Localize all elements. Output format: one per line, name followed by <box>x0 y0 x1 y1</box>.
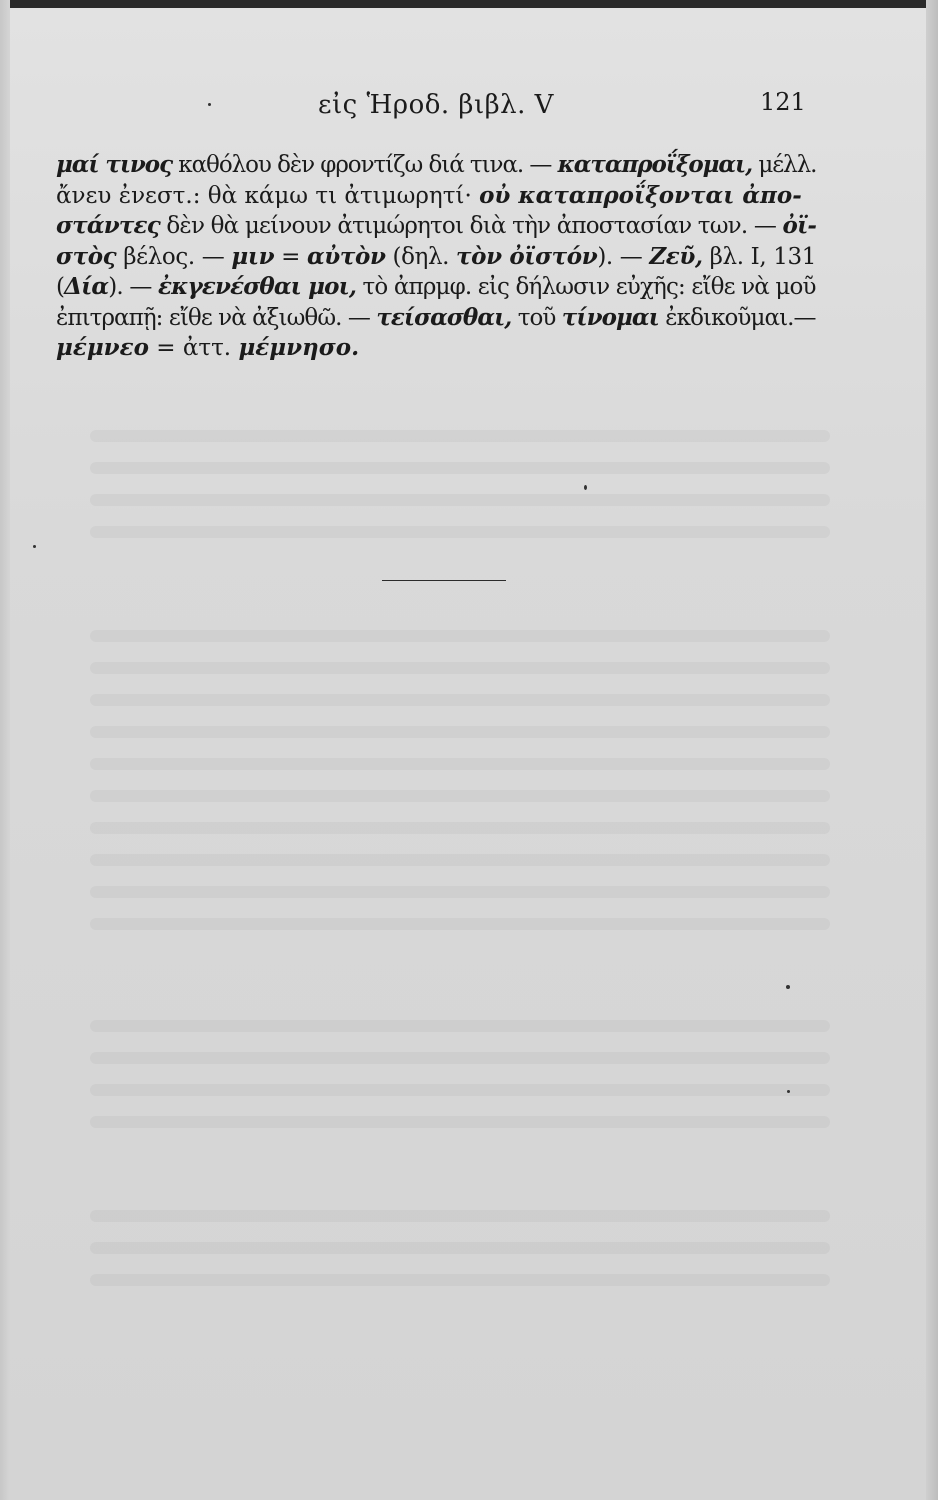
text-run: καθόλου δὲν φροντίζω διά τινα. — <box>172 152 558 178</box>
bleed-through-line <box>90 694 830 706</box>
text-run: βέλος. — <box>116 243 232 270</box>
dust-speck <box>584 485 587 490</box>
text-run: τίνομαι <box>561 303 659 331</box>
bleed-through-line <box>90 630 830 642</box>
dust-speck <box>33 545 36 548</box>
bleed-through-line <box>90 430 830 442</box>
bleed-through-line <box>90 918 830 930</box>
text-run: αὐτὸν <box>306 242 386 270</box>
text-run: ἄνευ ἐνεστ.: θὰ κάμω τι ἀτιμωρητί· <box>56 182 480 209</box>
text-run: Δία <box>64 273 109 300</box>
dust-speck <box>786 985 790 989</box>
text-run: δὲν θὰ μείνουν ἀτιμώρητοι διὰ τὴν ἀποστασίαν των. — <box>159 213 783 239</box>
section-divider <box>382 580 506 581</box>
bleed-through-line <box>90 1052 830 1064</box>
text-line <box>56 272 816 303</box>
text-run: μαί τινος <box>56 151 173 178</box>
dust-speck <box>787 1090 790 1093</box>
scan-right-edge <box>926 0 938 1500</box>
text-line <box>56 242 816 273</box>
text-run: ἐπιτραπῇ: εἴθε νὰ ἀξιωθῶ. — <box>56 304 377 331</box>
text-run: μέλλ. <box>752 152 817 178</box>
text-run: ( <box>56 274 65 300</box>
text-line <box>56 211 816 242</box>
bleed-through-line <box>90 462 830 474</box>
text-run: τὸ ἀπρμφ. εἰς δήλωσιν εὐχῆς: εἴθε νὰ μοῦ <box>356 274 816 300</box>
text-run: τὸν ὀϊστόν <box>456 242 598 270</box>
text-run: μέμνησο. <box>238 334 360 361</box>
text-run: βλ. I, 131 <box>702 243 816 270</box>
bleed-through-line <box>90 758 830 770</box>
text-run: οὐ καταπροΐξονται ἀπο- <box>479 181 802 209</box>
text-run: καταπροΐξομαι, <box>557 151 753 178</box>
page-number: 121 <box>760 88 806 116</box>
scan-left-edge <box>0 0 10 1500</box>
text-run: ). — <box>597 243 650 270</box>
bleed-through-line <box>90 854 830 866</box>
text-line <box>56 303 816 334</box>
text-run: μέμνεο <box>56 334 149 361</box>
text-line <box>56 150 816 181</box>
text-run: Ζεῦ, <box>649 242 703 270</box>
bleed-through-line <box>90 886 830 898</box>
text-run: στὸς <box>56 242 117 270</box>
text-run: τείσασθαι, <box>376 303 512 331</box>
bleed-through-line <box>90 790 830 802</box>
text-run: ). — <box>108 274 158 300</box>
bleed-through-line <box>90 1020 830 1032</box>
text-line <box>56 333 816 364</box>
scan-top-edge <box>0 0 938 8</box>
bleed-through-line <box>90 822 830 834</box>
text-run: = ἀττ. <box>148 335 239 361</box>
bleed-through-line <box>90 494 830 506</box>
bleed-through-line <box>90 662 830 674</box>
text-run: ἐκγενέσθαι μοι, <box>157 273 357 300</box>
bleed-through-line <box>90 1116 830 1128</box>
text-run: ἐκδικοῦμαι.— <box>658 304 816 331</box>
text-run: ὀϊ- <box>782 212 817 239</box>
bleed-through-line <box>90 726 830 738</box>
running-head: εἰς Ἡροδ. βιβλ. V <box>318 90 554 120</box>
bleed-through-line <box>90 1084 830 1096</box>
commentary-text <box>56 150 816 364</box>
text-run: τοῦ <box>511 304 562 331</box>
text-run: = <box>274 243 307 270</box>
text-line <box>56 181 816 212</box>
dust-speck <box>208 103 211 106</box>
bleed-through-line <box>90 526 830 538</box>
bleed-through-line <box>90 1210 830 1222</box>
text-run: στάντες <box>56 212 160 239</box>
text-run: (δηλ. <box>385 243 457 270</box>
bleed-through-line <box>90 1242 830 1254</box>
text-run: μιν <box>231 242 275 270</box>
bleed-through-line <box>90 1274 830 1286</box>
